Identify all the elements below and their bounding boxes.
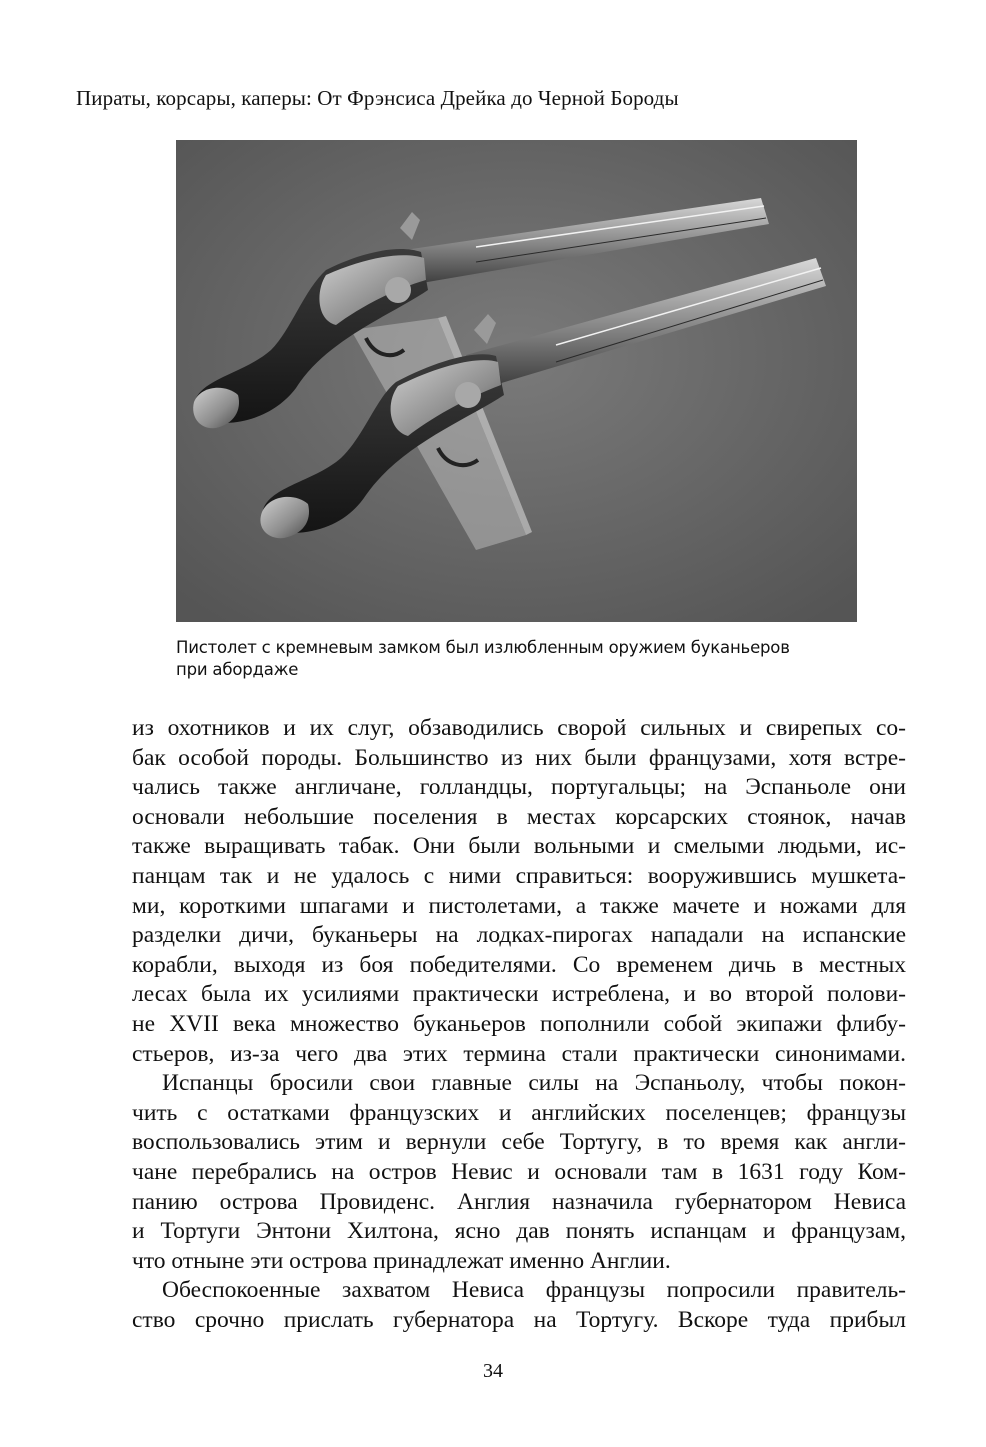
text-line: чались также англичане, голландцы, португальцы; на Эспаньоле они <box>132 774 906 801</box>
text-line: панцам так и не удалось с ними справиться: вооружившись мушкета- <box>132 862 906 889</box>
text-line: основали небольшие поселения в местах корсарских стоянок, начав <box>132 803 906 830</box>
text-line: из охотников и их слуг, обзаводились сворой сильных и свирепых со- <box>132 715 906 741</box>
body-text <box>132 714 906 1335</box>
text-line: бак особой породы. Большинство из них были французами, хотя встре- <box>132 744 906 771</box>
text-line: панию острова Провиденс. Англия назначила губернатором Невиса <box>132 1188 906 1215</box>
text-line: что отныне эти острова принадлежат именно Англии. <box>132 1247 671 1274</box>
text-line: также выращивать табак. Они были вольными и смелыми людьми, ис- <box>132 833 906 860</box>
paragraph <box>132 1276 906 1335</box>
text-line: корабли, выходя из боя победителями. Со временем дичь в местных <box>132 951 906 978</box>
text-line: ми, короткими шпагами и пистолетами, а также мачете и ножами для <box>132 892 906 919</box>
caption-line: при абордаже <box>176 660 299 679</box>
text-line: ство срочно прислать губернатора на Тортугу. Вскоре туда прибыл <box>132 1306 906 1333</box>
text-line: Испанцы бросили свои главные силы на Эспаньолу, чтобы покон- <box>162 1070 906 1097</box>
text-line: Обеспокоенные захватом Невиса французы попросили правитель- <box>162 1277 906 1304</box>
text-line: чане перебрались на остров Невис и основали там в 1631 году Ком- <box>132 1158 906 1185</box>
running-header: Пираты, корсары, каперы: От Фрэнсиса Дрейка до Черной Бороды <box>76 86 679 110</box>
text-line: и Тортуги Энтони Хилтона, ясно дав понять испанцам и французам, <box>132 1218 906 1245</box>
text-line: стьеров, из-за чего два этих термина стали практически синонимами. <box>132 1040 906 1067</box>
caption-line: Пистолет с кремневым замком был излюбленным оружием буканьеров <box>176 638 790 657</box>
paragraph <box>132 714 906 1069</box>
page-number: 34 <box>483 1360 503 1382</box>
text-line: воспользовались этим и вернули себе Тортугу, в то время как англи- <box>132 1129 906 1156</box>
figure-photo-flintlock-pistols <box>176 140 857 622</box>
text-line: чить с остатками французских и английских поселенцев; французы <box>132 1099 906 1126</box>
paragraph <box>132 1069 906 1276</box>
text-line: разделки дичи, буканьеры на лодках-пирогах нападали на испанские <box>132 922 906 949</box>
text-line: не XVII века множество буканьеров пополнили собой экипажи флибу- <box>132 1010 906 1037</box>
text-line: лесах была их усилиями практически истреблена, и во второй полови- <box>132 981 906 1008</box>
figure-caption <box>176 637 866 681</box>
